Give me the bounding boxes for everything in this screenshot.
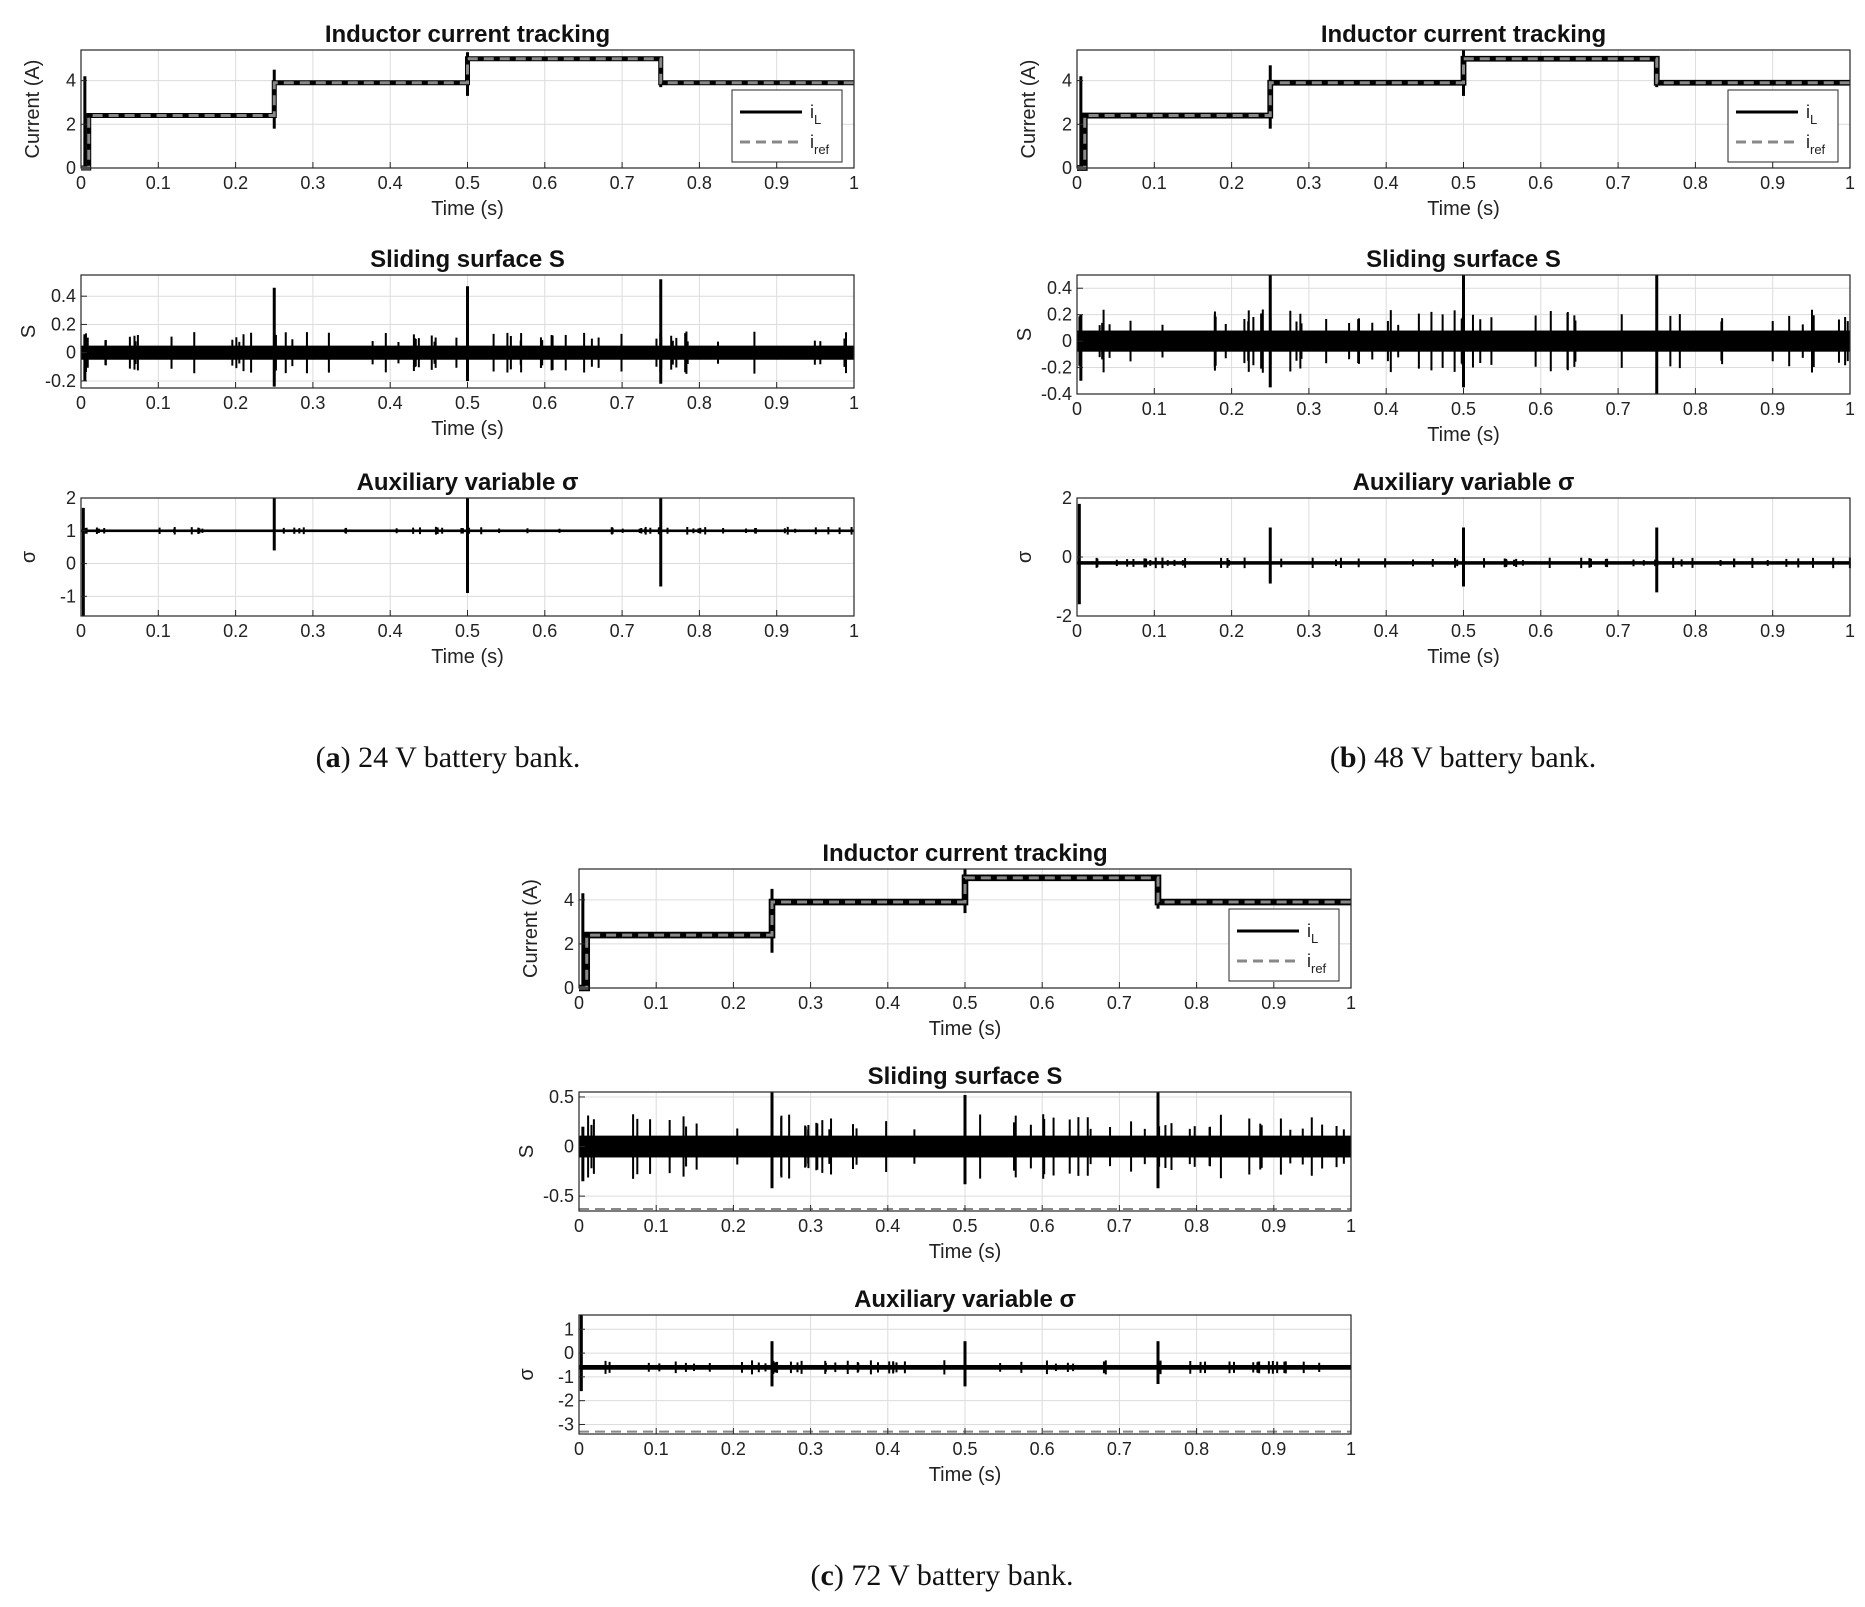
x-tick-label: 0.2: [1219, 621, 1245, 641]
x-tick-label: 0.7: [609, 393, 635, 413]
x-tick-label: 0.7: [1605, 399, 1631, 419]
y-tick-label: 0: [65, 553, 76, 574]
x-tick-label: 0.5: [454, 173, 481, 193]
x-tick-label: 0.5: [952, 1216, 978, 1236]
y-tick-label: 0: [65, 158, 76, 178]
x-tick-label: 0: [573, 1439, 585, 1459]
y-tick-label: 0: [563, 1343, 574, 1364]
x-tick-label: 0.1: [145, 173, 171, 193]
x-axis-label: Time (s): [431, 418, 504, 440]
legend-main: i: [1307, 951, 1311, 971]
x-tick-label: 0.8: [1682, 173, 1708, 193]
x-tick-label: 0.3: [1296, 399, 1322, 419]
y-tick-label: 0.5: [548, 1086, 574, 1107]
legend-main: i: [810, 132, 814, 152]
x-tick-label: 0.8: [1184, 1439, 1210, 1459]
x-tick-label: 1: [848, 173, 860, 193]
x-tick-label: 0.6: [1528, 399, 1554, 419]
legend-subscript: L: [814, 112, 822, 127]
x-tick-label: 0.3: [798, 993, 824, 1013]
chart-a-0: [22, 21, 859, 220]
x-tick-label: 0.2: [720, 1439, 746, 1459]
x-tick-label: 0: [1071, 621, 1083, 641]
y-axis-label: σ: [1014, 550, 1036, 564]
x-tick-label: 0.6: [1029, 1439, 1055, 1459]
x-tick-label: 0.4: [875, 1216, 901, 1236]
x-tick-label: 1: [1844, 621, 1856, 641]
x-tick-label: 0.4: [1373, 621, 1399, 641]
x-tick-label: 0.4: [1373, 399, 1399, 419]
x-axis-label: Time (s): [431, 198, 504, 220]
chart-b-4: [1014, 246, 1855, 446]
chart-title: Inductor current tracking: [822, 840, 1108, 867]
y-tick-label: 0: [1061, 158, 1072, 178]
x-tick-label: 1: [1844, 173, 1856, 193]
x-tick-label: 0.9: [1261, 1439, 1287, 1459]
x-tick-label: 0.6: [532, 621, 558, 641]
x-tick-label: 0.9: [764, 393, 790, 413]
chart-title: Sliding surface S: [867, 1063, 1063, 1090]
y-tick-label: -0.2: [1040, 357, 1072, 378]
x-tick-label: 0.5: [1450, 399, 1477, 419]
x-axis-label: Time (s): [1427, 646, 1500, 668]
y-tick-label: 0: [1061, 331, 1072, 352]
chart-title: Sliding surface S: [1366, 246, 1561, 273]
x-tick-label: 0.7: [1106, 993, 1132, 1013]
x-tick-label: 0.5: [1450, 173, 1477, 193]
y-tick-label: 2: [65, 114, 76, 135]
x-tick-label: 0.5: [454, 621, 481, 641]
y-tick-label: 0.2: [1046, 304, 1072, 325]
y-tick-label: -2: [1055, 606, 1072, 626]
chart-title: Auxiliary variable σ: [1352, 469, 1575, 496]
x-tick-label: 0.6: [532, 173, 558, 193]
chart-title: Sliding surface S: [370, 246, 565, 273]
y-tick-label: 2: [1061, 114, 1072, 135]
y-axis-label: Current (A): [520, 879, 542, 978]
x-tick-label: 0.2: [720, 993, 746, 1013]
y-tick-label: 0: [563, 1136, 574, 1157]
x-tick-label: 0.2: [223, 393, 249, 413]
y-axis-label: σ: [516, 1368, 538, 1381]
x-tick-label: 0.6: [1528, 621, 1554, 641]
x-tick-label: 0.1: [1141, 173, 1167, 193]
x-tick-label: 0.2: [720, 1216, 746, 1236]
legend-main: i: [810, 102, 814, 122]
x-tick-label: 0.4: [875, 1439, 901, 1459]
x-tick-label: 0.9: [1261, 993, 1287, 1013]
y-tick-label: 2: [563, 933, 574, 954]
legend-subscript: ref: [814, 142, 830, 157]
x-tick-label: 0.9: [1760, 399, 1786, 419]
y-tick-label: 1: [563, 1319, 574, 1340]
x-tick-label: 0.4: [875, 993, 901, 1013]
x-tick-label: 0.2: [1219, 173, 1245, 193]
x-tick-label: 0.9: [1760, 621, 1786, 641]
legend-subscript: ref: [1810, 142, 1826, 157]
x-tick-label: 0.3: [1296, 173, 1322, 193]
x-axis-label: Time (s): [1427, 424, 1500, 446]
x-tick-label: 0.1: [1141, 399, 1167, 419]
y-tick-label: 0.2: [50, 314, 76, 335]
y-tick-label: -0.5: [542, 1186, 574, 1207]
legend-main: i: [1806, 132, 1810, 152]
x-tick-label: 1: [1844, 399, 1856, 419]
x-tick-label: 0.9: [1760, 173, 1786, 193]
y-axis-label: S: [516, 1144, 538, 1159]
chart-c-6: [520, 840, 1356, 1040]
x-tick-label: 0.1: [145, 393, 171, 413]
x-tick-label: 0.4: [377, 393, 403, 413]
x-axis-label: Time (s): [431, 646, 504, 668]
x-tick-label: 0: [75, 621, 87, 641]
x-tick-label: 1: [848, 393, 860, 413]
x-axis-label: Time (s): [928, 1241, 1002, 1263]
x-tick-label: 0.7: [1605, 621, 1631, 641]
x-tick-label: 1: [1345, 1216, 1357, 1236]
caption-b: (b) 48 V battery bank.: [1329, 741, 1597, 774]
caption-c: (c) 72 V battery bank.: [810, 1559, 1074, 1592]
x-tick-label: 0.9: [764, 173, 790, 193]
x-tick-label: 0.7: [1605, 173, 1631, 193]
x-tick-label: 0.5: [1450, 621, 1477, 641]
x-tick-label: 0.8: [1184, 993, 1210, 1013]
y-tick-label: -3: [557, 1414, 574, 1435]
x-tick-label: 0.2: [223, 173, 249, 193]
x-tick-label: 0.6: [532, 393, 558, 413]
y-tick-label: 0: [1061, 547, 1072, 567]
y-axis-label: S: [1014, 327, 1036, 342]
y-tick-label: -0.4: [1040, 384, 1072, 404]
chart-title: Inductor current tracking: [1320, 21, 1607, 48]
legend-main: i: [1806, 102, 1810, 122]
legend-subscript: L: [1810, 112, 1818, 127]
x-tick-label: 0.8: [686, 621, 712, 641]
x-tick-label: 0.3: [300, 173, 326, 193]
x-tick-label: 0: [75, 173, 87, 193]
x-axis-label: Time (s): [1427, 198, 1500, 220]
legend-main: i: [1307, 921, 1311, 941]
y-tick-label: 1: [65, 520, 76, 541]
x-tick-label: 0.5: [454, 393, 481, 413]
x-tick-label: 0.7: [609, 621, 635, 641]
x-tick-label: 0.1: [643, 1439, 669, 1459]
x-tick-label: 0.1: [643, 1216, 669, 1236]
x-tick-label: 0.1: [145, 621, 171, 641]
x-tick-label: 0.6: [1029, 1216, 1055, 1236]
chart-title: Auxiliary variable σ: [356, 469, 579, 496]
y-axis-label: Current (A): [22, 59, 44, 159]
x-tick-label: 0.4: [377, 173, 403, 193]
x-tick-label: 0.3: [1296, 621, 1322, 641]
chart-a-1: [18, 246, 859, 440]
x-tick-label: 0.1: [1141, 621, 1167, 641]
x-tick-label: 1: [1345, 993, 1357, 1013]
x-tick-label: 0.8: [686, 393, 712, 413]
y-tick-label: -1: [59, 586, 76, 607]
chart-title: Inductor current tracking: [324, 21, 611, 48]
x-tick-label: 0.8: [1682, 621, 1708, 641]
x-axis-label: Time (s): [928, 1464, 1002, 1486]
x-tick-label: 1: [1345, 1439, 1357, 1459]
x-tick-label: 0.3: [798, 1216, 824, 1236]
x-tick-label: 0: [1071, 173, 1083, 193]
y-tick-label: 0: [563, 978, 574, 998]
chart-c-7: [516, 1063, 1356, 1263]
x-tick-label: 0.8: [1682, 399, 1708, 419]
x-tick-label: 0: [75, 393, 87, 413]
y-tick-label: 2: [65, 488, 76, 508]
y-tick-label: 0.4: [50, 286, 76, 307]
x-tick-label: 0.9: [1261, 1216, 1287, 1236]
chart-a-2: [18, 469, 859, 668]
y-tick-label: -2: [557, 1390, 574, 1411]
x-tick-label: 0.4: [1373, 173, 1399, 193]
x-tick-label: 0.3: [300, 621, 326, 641]
legend-subscript: L: [1311, 931, 1319, 946]
x-tick-label: 0.3: [300, 393, 326, 413]
y-tick-label: -0.2: [44, 370, 76, 391]
x-tick-label: 0.7: [609, 173, 635, 193]
y-tick-label: 0: [65, 342, 76, 363]
x-tick-label: 0: [1071, 399, 1083, 419]
caption-a: (a) 24 V battery bank.: [315, 741, 581, 774]
y-tick-label: -1: [557, 1366, 574, 1387]
x-tick-label: 0: [573, 1216, 585, 1236]
y-tick-label: 0.4: [1046, 278, 1072, 299]
x-tick-label: 0.8: [686, 173, 712, 193]
chart-title: Auxiliary variable σ: [854, 1286, 1076, 1313]
x-tick-label: 0.2: [223, 621, 249, 641]
chart-b-3: [1018, 21, 1855, 220]
x-tick-label: 0.6: [1029, 993, 1055, 1013]
chart-b-5: [1014, 469, 1855, 668]
x-tick-label: 0.4: [377, 621, 403, 641]
x-tick-label: 0.6: [1528, 173, 1554, 193]
x-tick-label: 0.1: [643, 993, 669, 1013]
y-axis-label: S: [18, 324, 40, 339]
legend-subscript: ref: [1311, 961, 1327, 976]
y-axis-label: σ: [18, 550, 40, 564]
x-tick-label: 0.3: [798, 1439, 824, 1459]
x-tick-label: 0.5: [952, 993, 978, 1013]
x-tick-label: 0.7: [1106, 1216, 1132, 1236]
x-tick-label: 0.5: [952, 1439, 978, 1459]
x-tick-label: 0.7: [1106, 1439, 1132, 1459]
x-tick-label: 0.8: [1184, 1216, 1210, 1236]
y-axis-label: Current (A): [1018, 59, 1040, 159]
x-tick-label: 0: [573, 993, 585, 1013]
x-tick-label: 1: [848, 621, 860, 641]
chart-c-8: [516, 1286, 1356, 1486]
x-tick-label: 0.9: [764, 621, 790, 641]
x-tick-label: 0.2: [1219, 399, 1245, 419]
y-tick-label: 4: [65, 70, 76, 91]
x-axis-label: Time (s): [928, 1018, 1002, 1040]
y-tick-label: 4: [1061, 70, 1072, 91]
y-tick-label: 2: [1061, 488, 1072, 508]
y-tick-label: 4: [563, 889, 574, 910]
